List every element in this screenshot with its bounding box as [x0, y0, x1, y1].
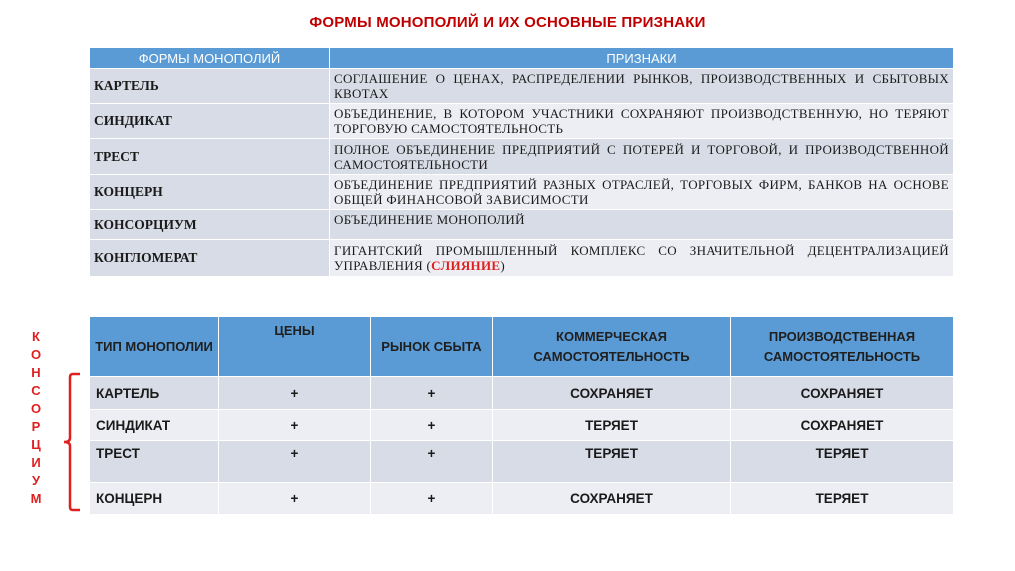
side-label-letter: И	[31, 455, 41, 470]
commercial-cell: СОХРАНЯЕТ	[493, 377, 731, 410]
market-cell: +	[371, 483, 493, 515]
market-cell: +	[371, 441, 493, 483]
production-cell: СОХРАНЯЕТ	[731, 410, 954, 441]
prices-cell: +	[219, 483, 371, 515]
side-label-letter: М	[30, 491, 42, 506]
table-row	[90, 483, 954, 515]
table-row	[90, 240, 954, 277]
column-header-prices: ЦЕНЫ	[219, 317, 371, 377]
prices-cell: +	[219, 410, 371, 441]
column-header-type: ТИП МОНОПОЛИИ	[90, 317, 219, 377]
form-feature	[330, 240, 954, 277]
monopoly-type: СИНДИКАТ	[90, 410, 219, 441]
commercial-cell: ТЕРЯЕТ	[493, 410, 731, 441]
table-header-row	[90, 317, 954, 377]
column-header-market: РЫНОК СБЫТА	[371, 317, 493, 377]
production-cell: ТЕРЯЕТ	[731, 441, 954, 483]
side-label-letter: С	[31, 383, 41, 398]
form-name: КОНСОРЦИУМ	[90, 210, 330, 240]
table-row	[90, 441, 954, 483]
form-feature: СОГЛАШЕНИЕ О ЦЕНАХ, РАСПРЕДЕЛЕНИИ РЫНКОВ, ПРОИЗВОДСТВЕННЫХ И СБЫТОВЫХ КВОТАХ	[330, 69, 954, 104]
side-label-konsortsium	[28, 328, 44, 508]
prices-cell: +	[219, 377, 371, 410]
form-name: КОНГЛОМЕРАТ	[90, 240, 330, 277]
page-title: ФОРМЫ МОНОПОЛИЙ И ИХ ОСНОВНЫЕ ПРИЗНАКИ	[309, 14, 706, 31]
side-label-letter: Н	[31, 365, 41, 380]
feature-text-end: )	[500, 258, 505, 273]
side-label-letter: О	[30, 347, 42, 362]
production-cell: ТЕРЯЕТ	[731, 483, 954, 515]
column-header-commercial: КОММЕРЧЕСКАЯ САМОСТОЯТЕЛЬНОСТЬ	[493, 317, 731, 377]
column-header-forms: ФОРМЫ МОНОПОЛИЙ	[90, 48, 330, 69]
commercial-cell: СОХРАНЯЕТ	[493, 483, 731, 515]
column-header-production: ПРОИЗВОДСТВЕННАЯ САМОСТОЯТЕЛЬНОСТЬ	[731, 317, 954, 377]
form-name: КОНЦЕРН	[90, 175, 330, 210]
feature-text: ГИГАНТСКИЙ ПРОМЫШЛЕННЫЙ КОМПЛЕКС СО ЗНАЧИТЕЛЬНОЙ ДЕЦЕНТРАЛИЗАЦИЕЙ УПРАВЛЕНИЯ (	[334, 243, 949, 273]
form-feature: ПОЛНОЕ ОБЪЕДИНЕНИЕ ПРЕДПРИЯТИЙ С ПОТЕРЕЙ И ТОРГОВОЙ, И ПРОИЗВОДСТВЕННОЙ САМОСТОЯТЕЛЬНОСТИ	[330, 139, 954, 175]
table-row	[90, 69, 954, 104]
table-row	[90, 210, 954, 240]
table-row	[90, 139, 954, 175]
form-name: ТРЕСТ	[90, 139, 330, 175]
curly-brace-icon	[58, 372, 82, 512]
side-label-letter: Ц	[31, 437, 41, 452]
market-cell: +	[371, 410, 493, 441]
side-label-letter: К	[32, 329, 40, 344]
table-row	[90, 104, 954, 139]
column-header-features: ПРИЗНАКИ	[330, 48, 954, 69]
side-label-letter: Р	[31, 419, 41, 434]
side-label-letter: О	[30, 401, 42, 416]
market-cell: +	[371, 377, 493, 410]
side-label-letter: У	[31, 473, 41, 488]
form-feature: ОБЪЕДИНЕНИЕ, В КОТОРОМ УЧАСТНИКИ СОХРАНЯЮТ ПРОИЗВОДСТВЕННУЮ, НО ТЕРЯЮТ ТОРГОВУЮ САМОСТОЯТЕЛЬНОСТЬ	[330, 104, 954, 139]
table-row	[90, 410, 954, 441]
form-name: СИНДИКАТ	[90, 104, 330, 139]
monopoly-comparison-table	[89, 316, 954, 515]
monopoly-type: КАРТЕЛЬ	[90, 377, 219, 410]
table-row	[90, 175, 954, 210]
form-feature: ОБЪЕДИНЕНИЕ ПРЕДПРИЯТИЙ РАЗНЫХ ОТРАСЛЕЙ, ТОРГОВЫХ ФИРМ, БАНКОВ НА ОСНОВЕ ОБЩЕЙ ФИНАНСОВОЙ ЗАВИСИМОСТИ	[330, 175, 954, 210]
feature-highlight: СЛИЯНИЕ	[431, 258, 501, 273]
monopoly-type: ТРЕСТ	[90, 441, 219, 483]
monopoly-forms-table	[89, 47, 954, 277]
commercial-cell: ТЕРЯЕТ	[493, 441, 731, 483]
production-cell: СОХРАНЯЕТ	[731, 377, 954, 410]
monopoly-type: КОНЦЕРН	[90, 483, 219, 515]
table-header-row	[90, 48, 954, 69]
form-feature: ОБЪЕДИНЕНИЕ МОНОПОЛИЙ	[330, 210, 954, 240]
table-row	[90, 377, 954, 410]
form-name: КАРТЕЛЬ	[90, 69, 330, 104]
prices-cell: +	[219, 441, 371, 483]
